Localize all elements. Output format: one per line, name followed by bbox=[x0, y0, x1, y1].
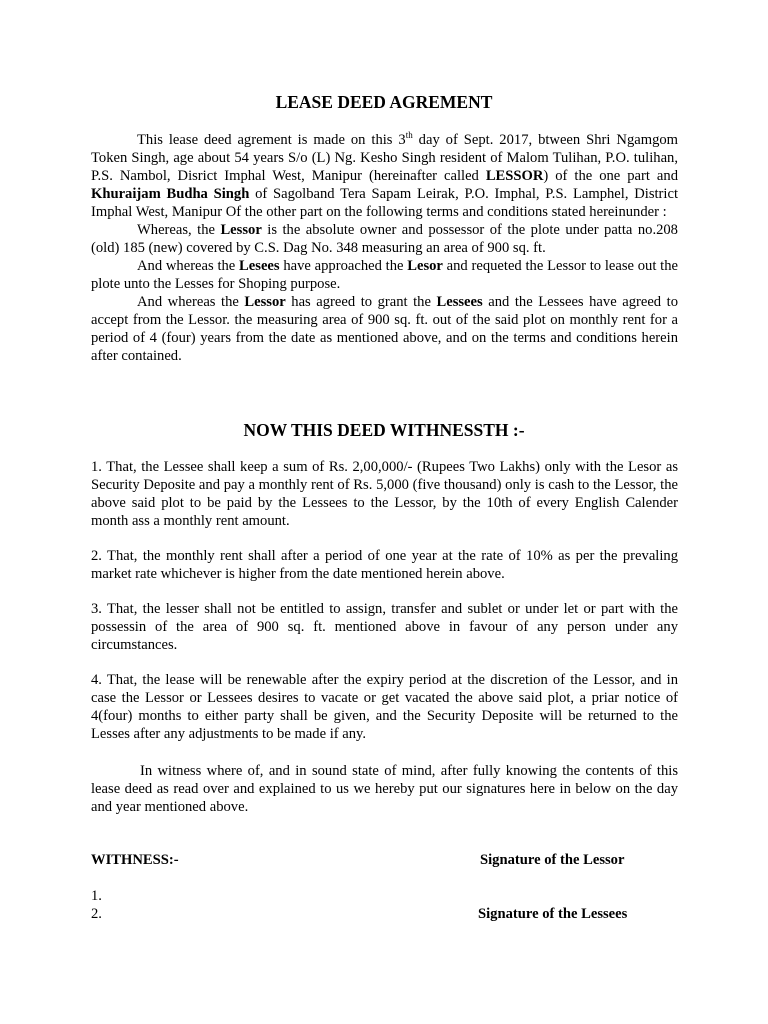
text-run: ) of the one part and bbox=[543, 168, 678, 184]
lessor-term: LESSOR bbox=[485, 168, 544, 184]
clause-4 bbox=[91, 671, 678, 743]
document-title: LEASE DEED AGREMENT bbox=[275, 92, 493, 112]
lessees-term: Lessees bbox=[436, 294, 483, 310]
lessor-term: Lessor bbox=[244, 294, 286, 310]
clause-text: 2. That, the monthly rent shall after a period of one year at the rate of 10% as per the prevaling market rate whichever is higher from the date mentioned herein above. bbox=[91, 548, 678, 582]
intro-paragraph-4 bbox=[91, 293, 678, 365]
clause-3 bbox=[91, 600, 678, 654]
lessees-signature-label: Signature of the Lessees bbox=[478, 906, 628, 922]
witness-text: In witness where of, and in sound state of mind, after fully knowing the contents of this lease deed as read over and explained to us we hereby put our signatures here in below on the day and year mentioned above. bbox=[91, 763, 678, 815]
clause-text: 3. That, the lesser shall not be entitled to assign, transfer and sublet or under let or part with the possessin of the area of 900 sq. ft. mentioned above in favour of any person under any circumstances. bbox=[91, 601, 678, 653]
clause-text: 4. That, the lease will be renewable after the expiry period at the discretion of the Lessor, and in case the Lessor or Lessees desires to vacate or get vacated the above said plot, a priar notice of 4(four) months to either party shall be given, and the Security Deposite will be returned to the Lesses after any adjustments to be made if any. bbox=[91, 672, 678, 742]
text-run: And whereas the bbox=[137, 294, 245, 310]
intro-paragraph-2 bbox=[91, 221, 678, 257]
lessees-term: Lesees bbox=[239, 258, 280, 274]
intro-section bbox=[91, 131, 678, 365]
lessor-term: Lesor bbox=[407, 258, 443, 274]
text-run: have approached the bbox=[279, 258, 408, 274]
witness-paragraph bbox=[91, 762, 678, 816]
text-run: day of Sept. 2017, btween Shri Ngamgom Token Singh, age about 54 years S/o (L) Ng. Kesho Singh resident of Malom Tulihan, P.O. tulihan, P.S. Nambol, Disrict Imphal West, Manipur (hereinafter called bbox=[91, 132, 679, 184]
text-run: Whereas, the bbox=[137, 222, 221, 238]
text-run: and requeted the Lessor to lease out the plote unto the Lesses for Shoping purpose. bbox=[91, 258, 678, 292]
witness-line-1: 1. bbox=[91, 888, 102, 904]
ordinal-suffix: th bbox=[405, 130, 413, 141]
text-run: has agreed to grant the bbox=[285, 294, 437, 310]
text-run: and the Lessees have agreed to accept from the Lessor. the measuring area of 900 sq. ft. out of the said plot on monthly rent for a period of 4 (four) years from the date as mentioned above, and on the terms and conditions herein after contained. bbox=[91, 294, 678, 364]
clause-1 bbox=[91, 458, 678, 530]
witness-line-2: 2. bbox=[91, 906, 102, 922]
lessee-name: Khuraijam Budha Singh bbox=[91, 186, 250, 202]
intro-paragraph-3 bbox=[91, 257, 678, 293]
lessor-term: Lessor bbox=[220, 222, 262, 238]
clause-text: 1. That, the Lessee shall keep a sum of Rs. 2,00,000/- (Rupees Two Lakhs) only with the Lesor as Security Deposite and pay a monthly rent of Rs. 5,000 (five thousand) only is cash to the Lessor, the above said plot to be paid by the Lessees to the Lessor, by the 10th of every English Calender month ass a monthly rent amount. bbox=[91, 459, 678, 529]
text-run: of Sagolband Tera Sapam Leirak, P.O. Imphal, P.S. Lamphel, District Imphal West, Manipur Of the other part on the following terms and conditions stated hereinunder : bbox=[91, 186, 678, 220]
clause-2 bbox=[91, 547, 678, 583]
text-run: This lease deed agrement is made on this 3 bbox=[137, 132, 406, 148]
intro-paragraph-1 bbox=[91, 131, 678, 221]
text-run: is the absolute owner and possessor of the plote under patta no.208 (old) 185 (new) covered by C.S. Dag No. 348 measuring an area of 900 sq. ft. bbox=[91, 222, 678, 256]
witness-label: WITHNESS:- bbox=[91, 852, 179, 868]
text-run: And whereas the bbox=[137, 258, 240, 274]
section-title: NOW THIS DEED WITHNESSTH :- bbox=[243, 420, 525, 440]
lessor-signature-label: Signature of the Lessor bbox=[480, 852, 625, 868]
